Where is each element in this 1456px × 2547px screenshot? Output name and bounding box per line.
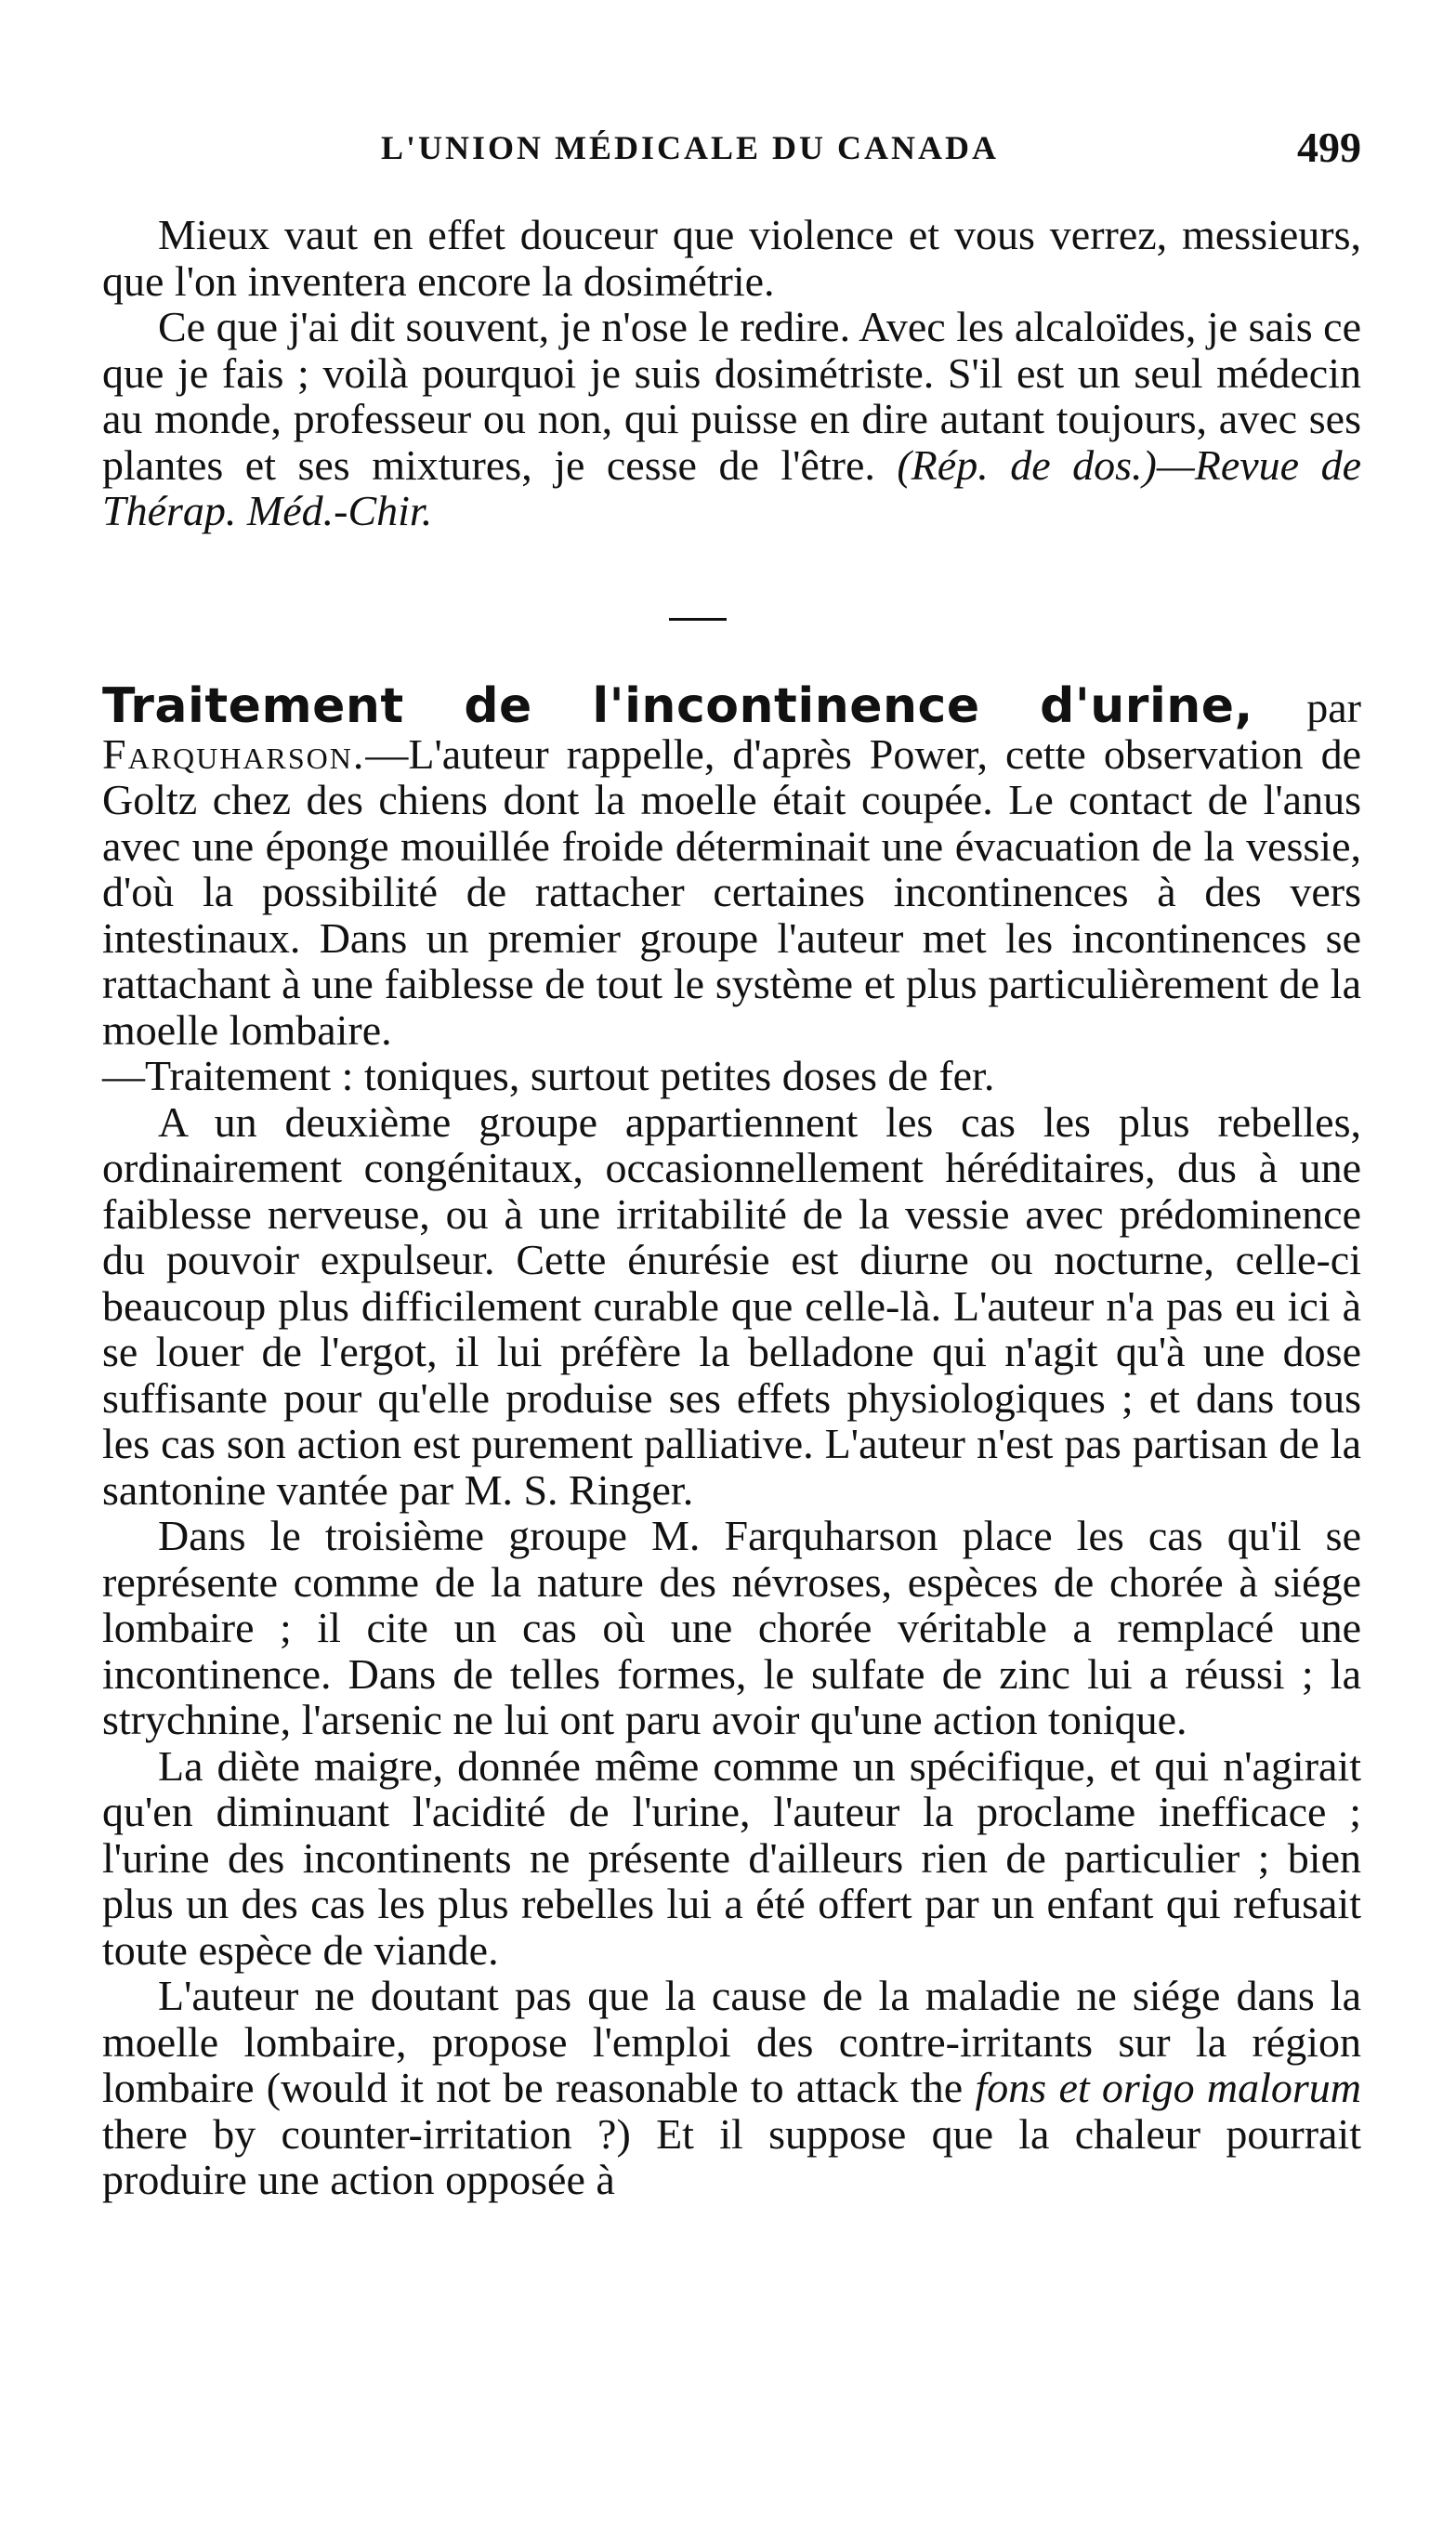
paragraph-text: there by counter-irritation ?) Et il suppose que la chaleur pourrait produire une action opposée à [102, 2109, 1361, 2203]
citation: (Rép. de dos.)—Revue de Thérap. Méd.-Chir. [102, 440, 1361, 534]
previous-article-end [102, 212, 1361, 534]
paragraph [102, 304, 1361, 534]
paragraph [102, 1099, 1361, 1514]
article-body [102, 678, 1362, 2203]
paragraph-text: Mieux vaut en effet douceur que violence et vous verrez, messieurs, que l'on inventera encore la dosimétrie. [102, 211, 1361, 305]
paragraph-text: L'auteur ne doutant pas que la cause de la maladie ne siége dans la moelle lombaire, propose l'emploi des contre-irritants sur la région lombaire (would it not be reasonable to attack the [102, 1972, 1361, 2111]
paragraph [102, 1513, 1361, 1743]
paragraph-text: A un deuxième groupe appartiennent les cas les plus rebelles, ordinairement congénitaux, occasionnellement héréditaires, dus à une faiblesse nerveuse, ou à une irritabilité de la vessie avec prédominence du pouvoir expulseur. Cette énurésie est diurne ou nocturne, celle-ci beaucoup plus difficilement curable que celle-là. L'auteur n'a pas eu ici à se louer de l'ergot, il lui préfère la belladone qui n'agit qu'à une dose suffisante pour qu'elle produise ses effets physiologiques ; et dans tous les cas son action est purement palliative. L'auteur n'est pas partisan de la santonine vantée par M. S. Ringer. [102, 1097, 1361, 1514]
page-number: 499 [1297, 124, 1361, 171]
paragraph [102, 212, 1361, 304]
latin-phrase: fons et origo malorum [975, 2064, 1362, 2111]
paragraph-text: La diète maigre, donnée même comme un spécifique, et qui n'agirait qu'en diminuant l'acidité de l'urine, l'auteur la proclame inefficace ; l'urine des incontinents ne présente d'ailleurs rien de particulier ; bien plus un des cas les plus rebelles lui a été offert par un enfant qui refusait toute espèce de viande. [102, 1741, 1361, 1974]
paragraph-text: Dans le troisième groupe M. Farquharson place les cas qu'il se représente comme de la nature des névroses, espèces de chorée à siége lombaire ; il cite un cas où une chorée véritable a remplacé une incontinence. Dans de telles formes, le sulfate de zinc lui a réussi ; la strychnine, l'arsenic ne lui ont paru avoir qu'une action tonique. [102, 1512, 1361, 1743]
section-separator [669, 618, 727, 621]
paragraph [102, 1743, 1361, 1974]
article-title: Traitement de l'incontinence d'urine, [102, 678, 1253, 734]
running-head [102, 124, 1361, 184]
byline-word: par [1306, 684, 1362, 731]
treatment-paragraph [102, 1053, 1361, 1099]
paragraph-text: Ce que j'ai dit souvent, je n'ose le redire. Avec les alcaloïdes, je sais ce que je fais ; voilà pourquoi je suis dosimétriste. S'il est un seul médecin au monde, professeur ou non, qui puisse en dire autant toujours, avec ses plantes et ses mixtures, je cesse de l'être. [102, 303, 1361, 489]
article-author: Farquharson. [102, 729, 366, 778]
article-intro-paragraph [102, 678, 1362, 1054]
journal-title: L'UNION MÉDICALE DU CANADA [381, 129, 1000, 166]
treatment-text: —Traitement : toniques, surtout petites doses de fer. [102, 1052, 995, 1099]
intro-text: —L'auteur rappelle, d'après Power, cette observation de Goltz chez des chiens dont la moelle était coupée. Le contact de l'anus avec une éponge mouillée froide déterminait une évacuation de la vessie, d'où la possibilité de rattacher certaines incontinences à des vers intestinaux. Dans un premier groupe l'auteur met les incontinences se rattachant à une faiblesse de tout le système et plus particulièrement de la moelle lombaire. [102, 729, 1361, 1054]
paragraph [102, 1973, 1361, 2203]
